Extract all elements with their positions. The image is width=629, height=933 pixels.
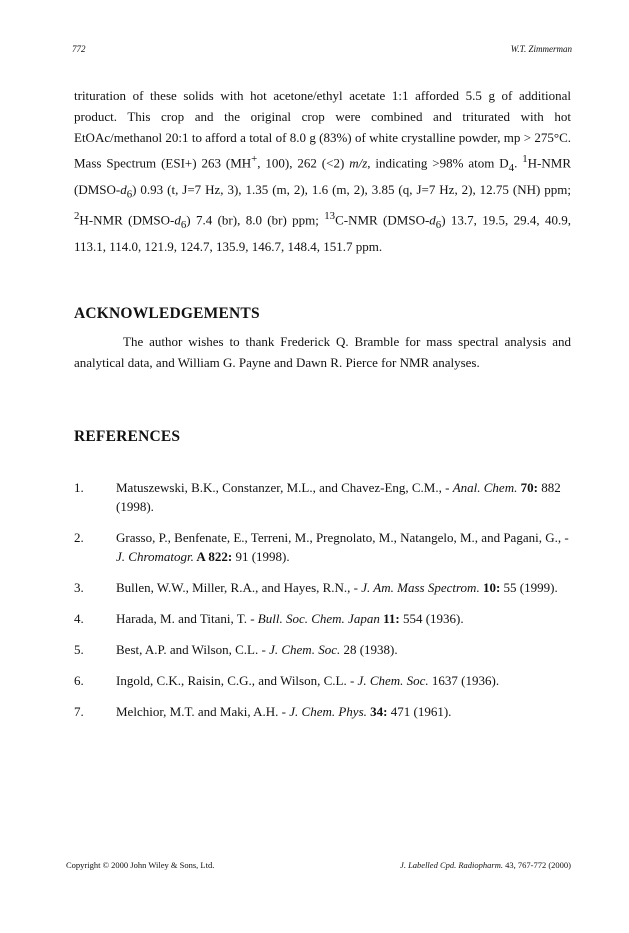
subscript: 4 [508, 161, 515, 174]
reference-volume: A 822: [193, 549, 233, 564]
reference-number: 1. [74, 480, 84, 495]
reference-item-6 [74, 671, 571, 690]
references-heading: REFERENCES [74, 428, 181, 445]
reference-number: 7. [74, 704, 84, 719]
text-run: H-NMR (DMSO- [74, 154, 571, 197]
italic-unit: m/z [349, 154, 368, 170]
reference-volume: 11: [379, 611, 400, 626]
subscript: 6 [180, 218, 187, 231]
reference-item-7 [74, 702, 571, 721]
footer-volume: 43, [503, 860, 516, 870]
running-author: W.T. Zimmerman [510, 44, 572, 54]
acknowledgements-text: The author wishes to thank Frederick Q. Bramble for mass spectral analysis and analytical data, and William G. Payne and Dawn R. Pierce for NMR analyses. [74, 334, 571, 370]
reference-journal: J. Chromatogr. [116, 549, 194, 564]
text-run: trituration of these solids with hot acetone/ethyl acetate 1:1 afforded 5.5 g of additional product. This crop and the original crop were combined and triturated with hot EtOAc/methanol 20:1 to afford a total of 8.0 g (83%) of white crystalline powder, mp > 275°C. Mass Spectrum (ESI+) 263 (MH [74, 88, 571, 170]
reference-volume: 34: [366, 704, 388, 719]
reference-authors: Melchior, M.T. and Maki, A.H. - [116, 704, 290, 719]
subscript: 6 [435, 218, 442, 231]
page-footer [66, 860, 571, 872]
reference-item-1 [74, 478, 571, 516]
copyright-notice: Copyright © 2000 John Wiley & Sons, Ltd. [66, 860, 215, 870]
reference-text [103, 640, 571, 659]
reference-authors: Best, A.P. and Wilson, C.L. - [116, 642, 270, 657]
reference-pages: 882 (1998). [116, 480, 561, 514]
reference-authors: Harada, M. and Titani, T. - [116, 611, 258, 626]
reference-text [103, 609, 571, 628]
reference-list [74, 478, 571, 733]
page-number: 772 [72, 44, 86, 54]
reference-pages: 91 (1998). [232, 549, 290, 564]
reference-authors: Matuszewski, B.K., Constanzer, M.L., and Chavez-Eng, C.M., - [116, 480, 453, 495]
reference-journal: J. Chem. Soc. [269, 642, 341, 657]
text-run: , indicating >98% atom D [367, 154, 509, 170]
text-run: H-NMR (DMSO- [79, 211, 175, 227]
reference-pages: 1637 (1936). [428, 673, 500, 688]
running-header [72, 44, 572, 58]
superscript: 1 [522, 152, 528, 165]
reference-item-4 [74, 609, 571, 628]
reference-number: 3. [74, 580, 84, 595]
reference-authors: Bullen, W.W., Miller, R.A., and Hayes, R.N., - [116, 580, 362, 595]
footer-journal: J. Labelled Cpd. Radiopharm. [400, 860, 503, 870]
italic-d: d [174, 211, 181, 227]
reference-text [103, 671, 571, 690]
reference-pages: 28 (1938). [340, 642, 398, 657]
reference-volume: 10: [479, 580, 501, 595]
reference-text [103, 702, 571, 721]
subscript: 6 [126, 188, 133, 201]
reference-item-5 [74, 640, 571, 659]
acknowledgements-heading: ACKNOWLEDGEMENTS [74, 305, 260, 322]
text-run: ) 0.93 (t, J=7 Hz, 3), 1.35 (m, 2), 1.6 (m, 2), 3.85 (q, J=7 Hz, 2), 12.75 (NH) ppm; [132, 181, 571, 197]
reference-number: 2. [74, 530, 84, 545]
italic-d: d [429, 211, 436, 227]
reference-journal: J. Chem. Soc. [357, 673, 429, 688]
reference-text [103, 528, 571, 566]
reference-text [103, 478, 571, 516]
superscript: 13 [324, 209, 336, 222]
reference-pages: 554 (1936). [399, 611, 464, 626]
reference-journal: Bull. Soc. Chem. Japan [257, 611, 380, 626]
text-run: ) 13.7, 19.5, 29.4, 40.9, 113.1, 114.0, 121.9, 124.7, 135.9, 146.7, 148.4, 151.7 ppm. [74, 211, 572, 254]
footer-pages: 767-772 (2000) [515, 860, 571, 870]
reference-journal: Anal. Chem. [452, 480, 518, 495]
text-run: . [514, 154, 523, 170]
text-run: C-NMR (DMSO- [335, 211, 430, 227]
reference-number: 4. [74, 611, 84, 626]
experimental-paragraph [74, 85, 571, 257]
text-run: , 100), 262 (<2) [257, 154, 350, 170]
reference-number: 6. [74, 673, 84, 688]
reference-journal: J. Chem. Phys. [289, 704, 367, 719]
reference-pages: 55 (1999). [500, 580, 558, 595]
reference-authors: Grasso, P., Benfenate, E., Terreni, M., Pregnolato, M., Natangelo, M., and Pagani, G., - [116, 530, 569, 545]
italic-d: d [120, 181, 127, 197]
reference-item-3 [74, 578, 571, 597]
journal-citation [400, 860, 571, 870]
reference-number: 5. [74, 642, 84, 657]
reference-pages: 471 (1961). [387, 704, 452, 719]
reference-volume: 70: [517, 480, 538, 495]
reference-journal: J. Am. Mass Spectrom. [361, 580, 480, 595]
text-run: ) 7.4 (br), 8.0 (br) ppm; [186, 211, 325, 227]
superscript: + [251, 152, 258, 165]
reference-item-2 [74, 528, 571, 566]
reference-authors: Ingold, C.K., Raisin, C.G., and Wilson, C.L. - [116, 673, 358, 688]
reference-text [103, 578, 571, 597]
superscript: 2 [74, 209, 80, 222]
